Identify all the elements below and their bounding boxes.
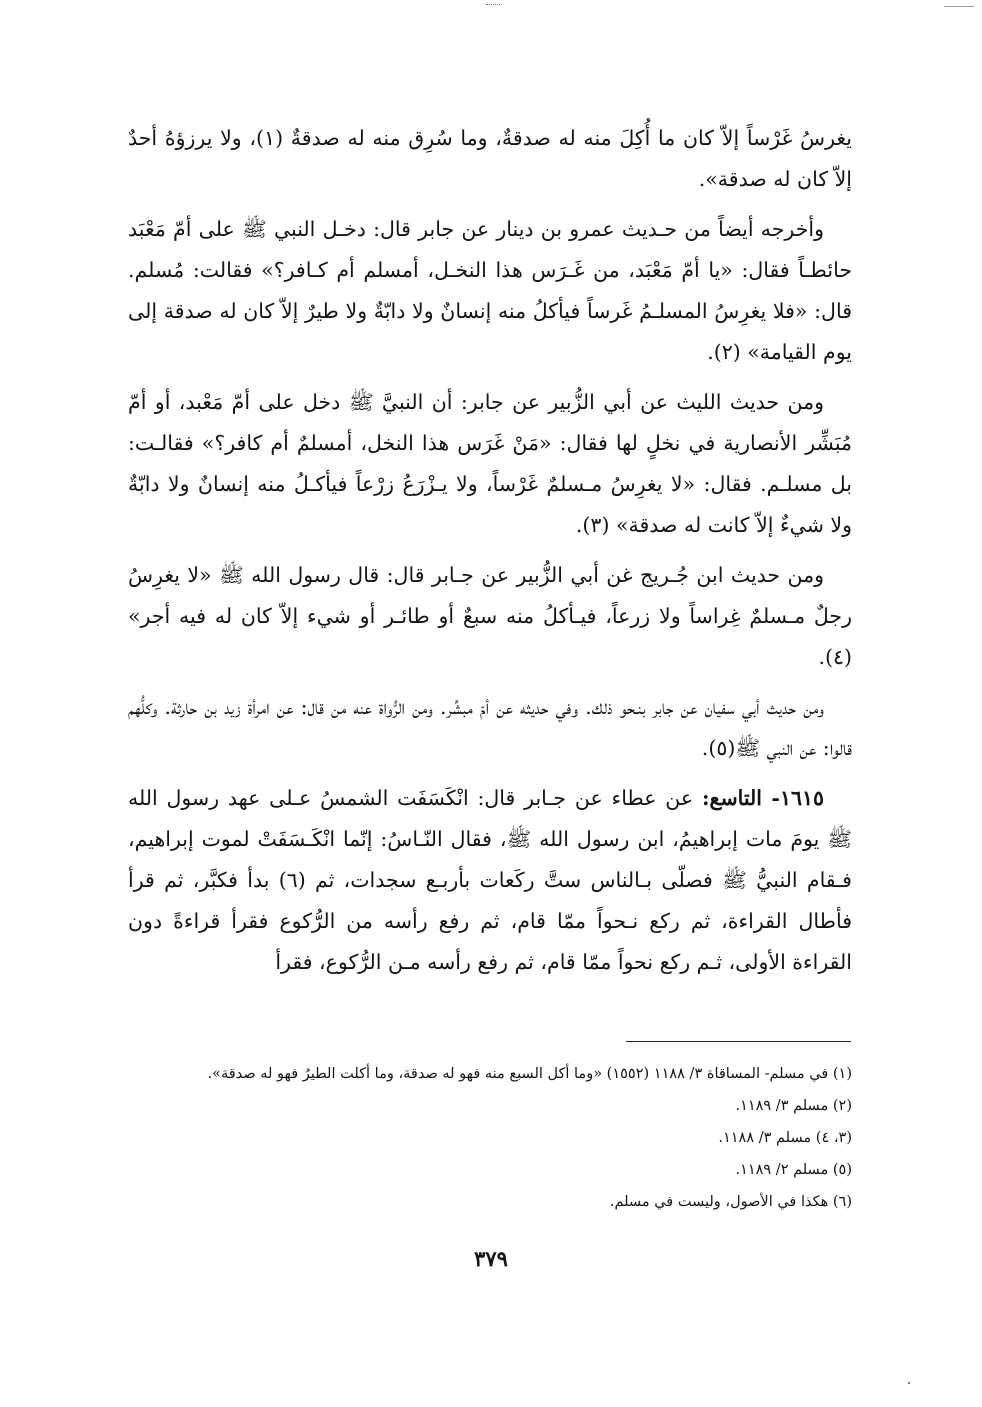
paragraph-1-text: يغرسُ غَرْساً إلاّ كان ما أُكِلَ منه له صدقةٌ، وما سُرِق منه له صدقةٌ (١)، ولا يرزؤهُ أحدٌ إلاّ كان له صدقة». <box>128 126 852 191</box>
paragraph-5-text: ومن حديث أبي سفيان عن جابر بنـحو ذلك. وفي حديثه عن أمّ مبشِّر. ومن الرُّواة عنه من قال: عن امرأة زيد بن حارثة. وكلُّهم قالوا: عن النبي ﷺ(٥). <box>128 695 852 760</box>
footnote-2: (٢) مسلم ٣/ ١١٨٩. <box>735 1098 852 1114</box>
footnote-5: (٥) مسلم ٢/ ١١٨٩. <box>735 1162 852 1178</box>
footnote-1: (١) في مسلم- المساقاة ٣/ ١١٨٨ (١٥٥٢) «وما أكل السبع منه فهو له صدقة، وما أكلت الطيرُ فهو له صدقة». <box>207 1066 852 1082</box>
footnote-6: (٦) هكذا في الأصول، وليست في مسلم. <box>609 1194 852 1210</box>
paragraph-6 <box>128 778 852 983</box>
scan-speck <box>908 1382 910 1384</box>
paragraph-4 <box>128 555 852 678</box>
paragraph-3-text: ومن حديث الليث عن أبي الزُّبير عن جابر: أن النبيَّ ﷺ دخل على أمّ مَعْبد، أو أمّ مُبَشِّر الأنصارية في نخلٍ لها فقال: «مَنْ غَرَس هذا النخل، أمسلمٌ أم كافر؟» فقالـت: بل مسلـم. فقال: «لا يغرِسُ مـسلمٌ غَرْساً، ولا يـزْرَعُ زرْعاً فيأكـلُ منه إنسانٌ ولا دابّةٌ ولا شيءٌ إلاّ كانت له صدقة» (٣). <box>128 390 852 537</box>
hadith-number: ١٦١٥- التاسع: <box>701 786 824 810</box>
paragraph-5 <box>128 687 852 769</box>
paragraph-2-text: وأخرجه أيضاً من حـديث عمرو بن دينار عن جابر قال: دخـل النبي ﷺ على أمّ مَعْبَد حائطـاً فقال: «يا أمّ مَعْبَد، من غَـرَس هذا النخـل، أمسلم أم كـافر؟» فقالت: مُسلم. قال: «فلا يغرِسُ المسلـمُ غَرساً فيأكلُ منه إنسانٌ ولا دابّةٌ ولا طيرٌ إلاّ كان له صدقة إلى يوم القيامة» (٢). <box>128 217 852 364</box>
footnote-3-4: (٣، ٤) مسلم ٣/ ١١٨٨. <box>718 1130 852 1146</box>
footnote-separator <box>626 1041 851 1042</box>
scan-mark-top <box>486 4 500 5</box>
paragraph-3 <box>128 382 852 546</box>
footnotes <box>128 1058 852 1218</box>
paragraph-4-text: ومن حديث ابن جُـريج غن أبي الزُّبير عن جـابر قال: قال رسول الله ﷺ «لا يغرِسُ رجلٌ مـسلمٌ غِراساً ولا زرعاً، فيـأكلُ منه سبعٌ أو طائـر أو شيء إلاّ كان له فيه أجر» (٤). <box>128 563 852 669</box>
main-text <box>128 118 852 992</box>
page-number: ٣٧٩ <box>474 1246 508 1271</box>
paragraph-2 <box>128 209 852 373</box>
scan-mark-corner <box>944 6 974 7</box>
paragraph-6-text: عن عطاء عن جـابر قال: انْكَسَفَت الشمسُ عـلى عهد رسول الله ﷺ يومَ مات إبراهيمُ، ابن رسول الله ﷺ، فقال النّـاسُ: إنّما انْكَـسَفَتْ لموت إبراهيم، فـقام النبيُّ ﷺ فصلّى بـالناس ستَّ ركَعات بأربـع سجدات، ثم (٦) بدأ فكبَّر، ثم قرأ فأطال القراءة، ثم ركع نـحواً ممّا قام، ثم رفع رأسه من الرُّكوع فقرأ قراءةً دون القراءة الأولى، ثـم ركع نحواً ممّا قام، ثم رفع رأسه مـن الرُّكوع، فقرأ <box>128 786 852 974</box>
paragraph-1 <box>128 118 852 200</box>
